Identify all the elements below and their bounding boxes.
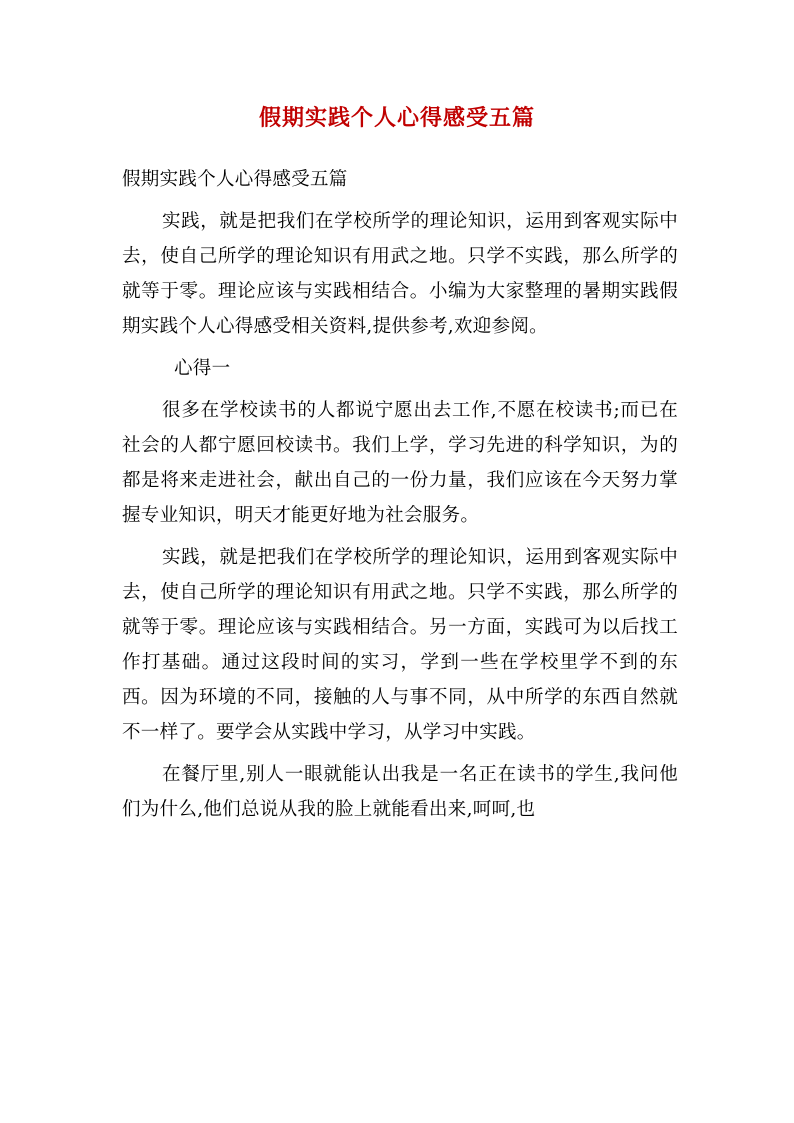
- body-paragraph: 很多在学校读书的人都说宁愿出去工作,不愿在校读书;而已在社会的人都宁愿回校读书。我们上学，学习先进的科学知识，为的都是将来走进社会，献出自己的一份力量，我们应该在今天努力掌握专业知识，明天才能更好地为社会服务。: [122, 400, 678, 526]
- intro-paragraph: 实践，就是把我们在学校所学的理论知识，运用到客观实际中去，使自己所学的理论知识有用武之地。只学不实践，那么所学的就等于零。理论应该与实践相结合。小编为大家整理的暑期实践假期实践个人心得感受相关资料,提供参考,欢迎参阅。: [122, 211, 678, 337]
- section-heading: 心得一: [174, 358, 231, 379]
- body-paragraph: 在餐厅里,别人一眼就能认出我是一名正在读书的学生,我问他们为什么,他们总说从我的脸上就能看出来,呵呵,也: [122, 764, 678, 820]
- document-body: [122, 162, 678, 834]
- document-subtitle: 假期实践个人心得感受五篇: [122, 169, 348, 190]
- document-title: 假期实践个人心得感受五篇: [258, 105, 535, 131]
- body-paragraph: 实践，就是把我们在学校所学的理论知识，运用到客观实际中去，使自己所学的理论知识有用武之地。只学不实践，那么所学的就等于零。理论应该与实践相结合。另一方面，实践可为以后找工作打基础。通过这段时间的实习，学到一些在学校里学不到的东西。因为环境的不同，接触的人与事不同，从中所学的东西自然就不一样了。要学会从实践中学习，从学习中实践。: [122, 547, 678, 743]
